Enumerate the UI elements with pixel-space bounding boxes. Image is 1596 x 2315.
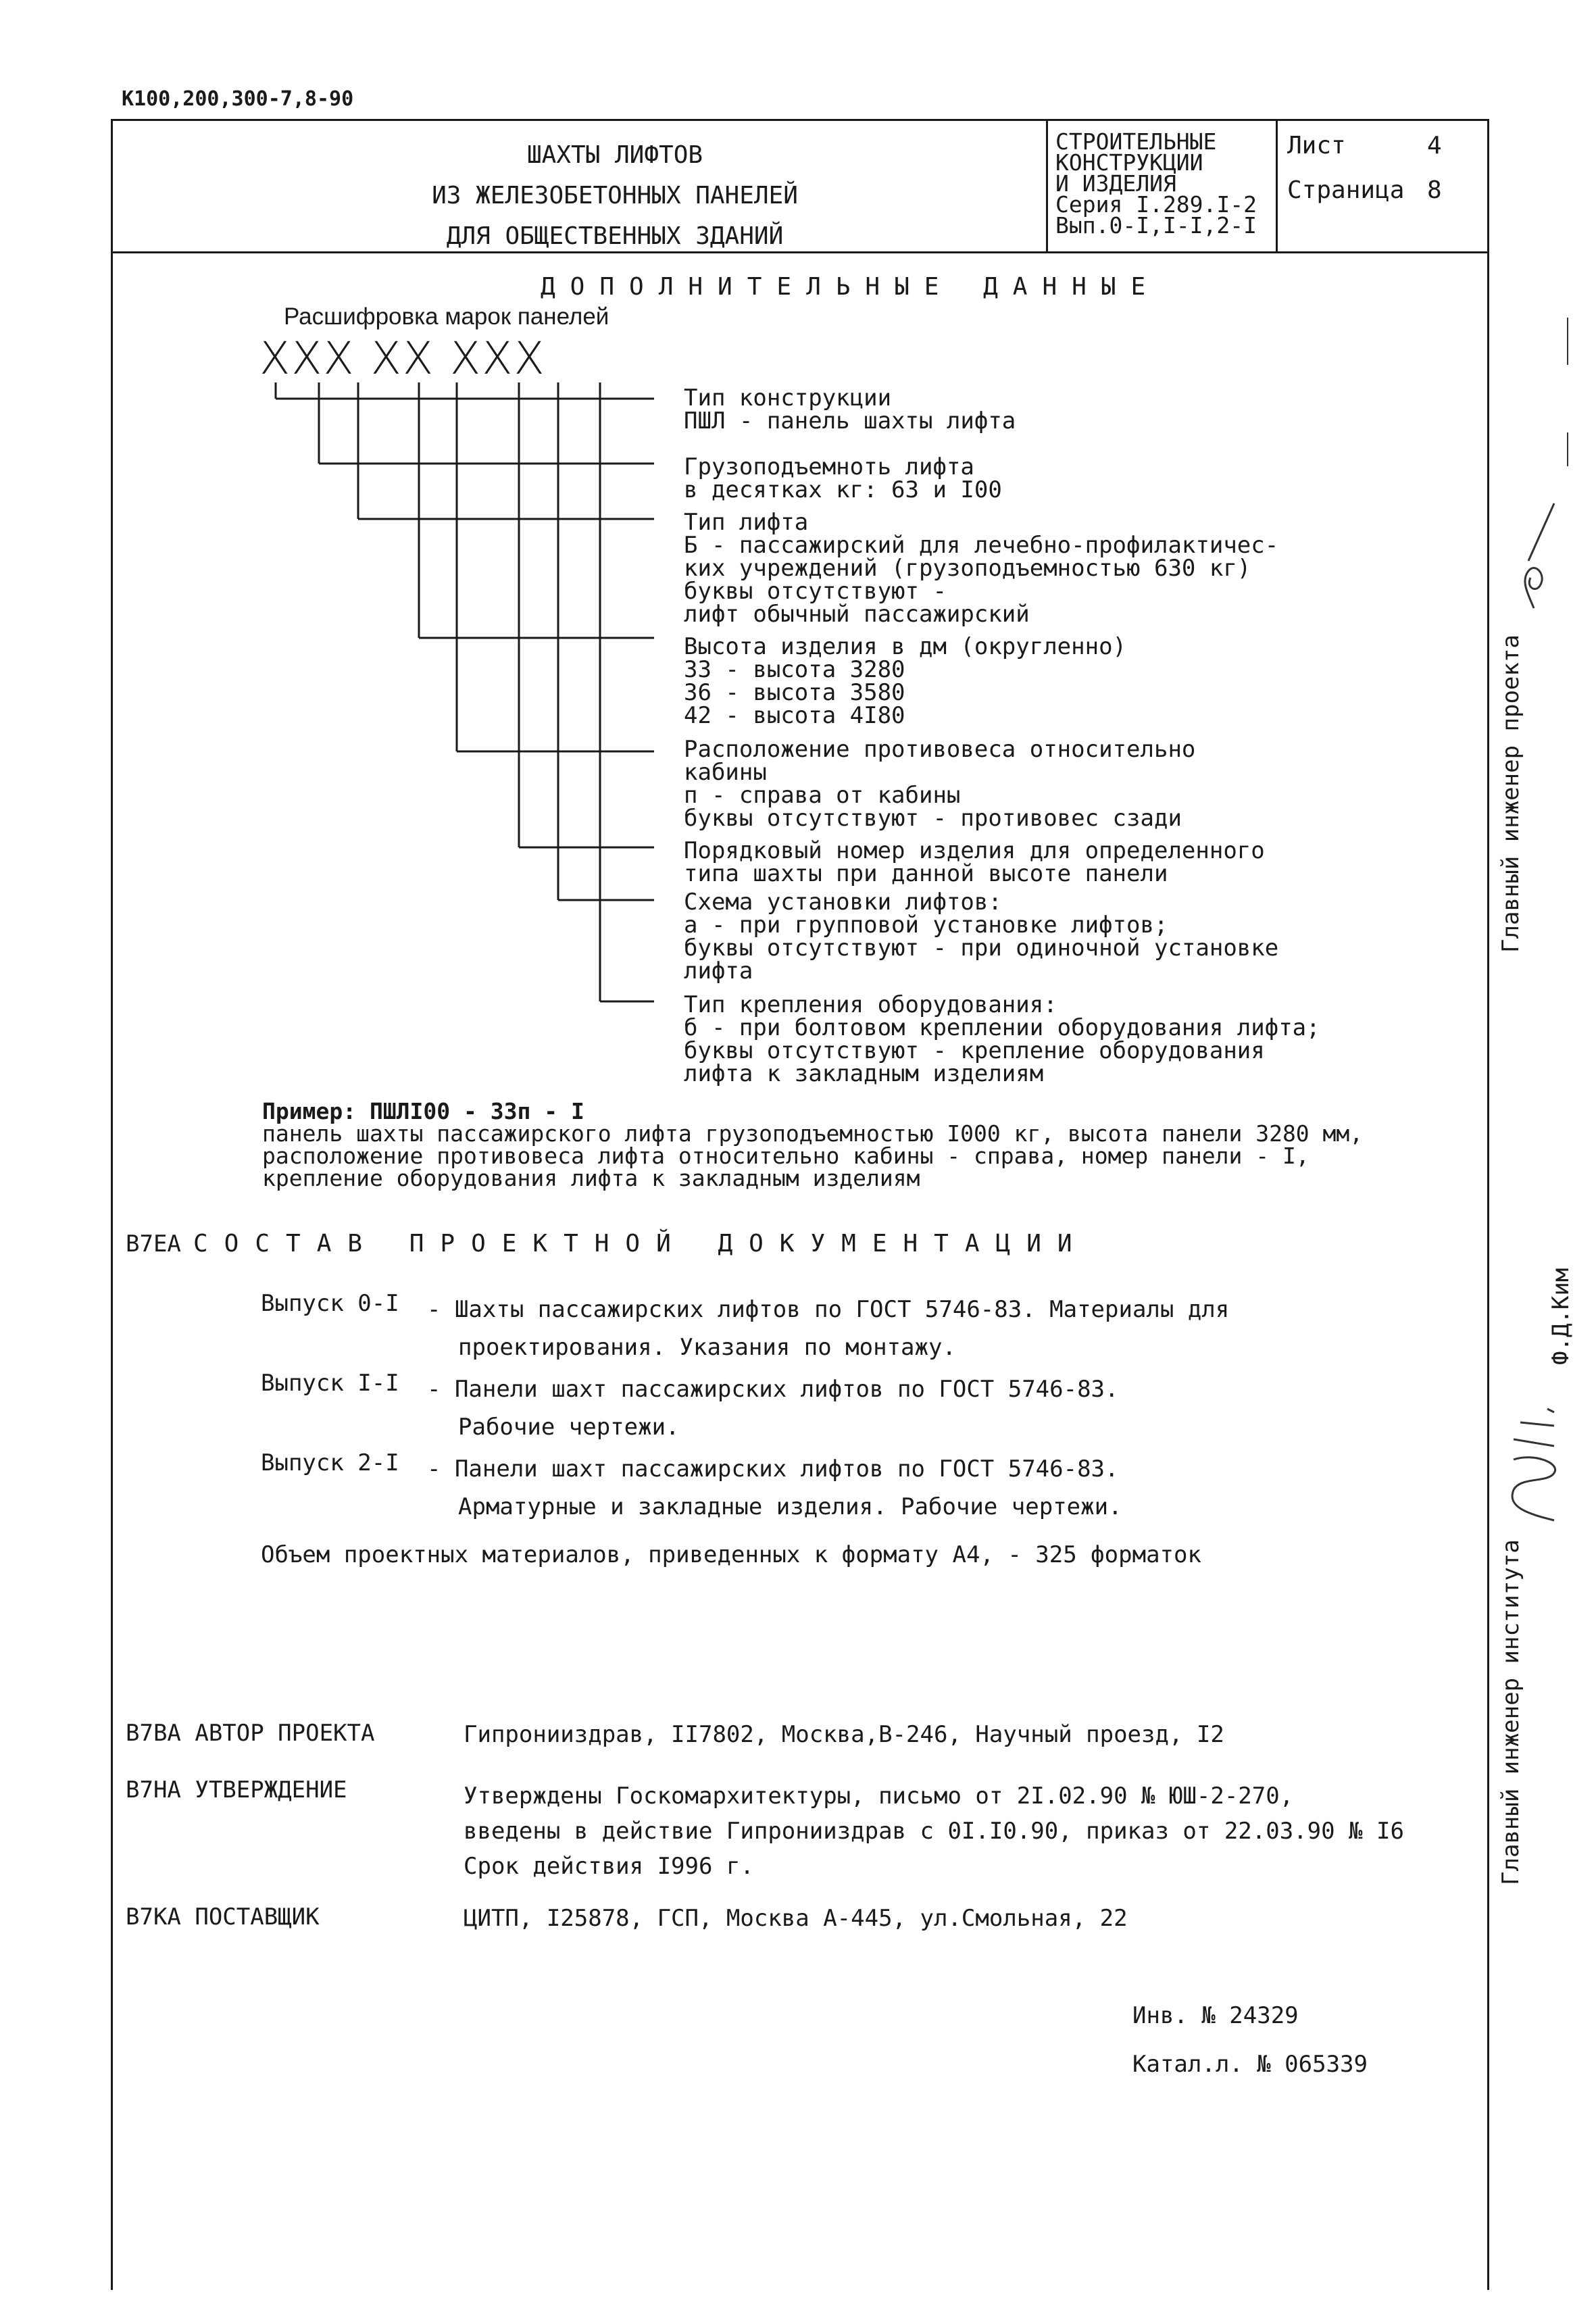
series-line-2: КОНСТРУКЦИИ bbox=[1055, 149, 1203, 176]
decode-item-5-line-1: Расположение противовеса относительно bbox=[684, 736, 1196, 763]
example-line-2: панель шахты пассажирского лифта грузоподъемностью I000 кг, высота панели 3280 мм, bbox=[262, 1120, 1364, 1147]
signature-project-engineer bbox=[1525, 503, 1554, 608]
chief-project-engineer-label: Главный инженер проекта bbox=[1497, 634, 1524, 953]
decode-item-6-line-2: типа шахты при данной высоте панели bbox=[684, 860, 1168, 887]
approval-line-2: введены в действие Гипронииздрав с 0I.I0.90, приказ от 22.03.90 № I6 bbox=[464, 1818, 1404, 1845]
approval-line-3: Срок действия I996 г. bbox=[464, 1853, 754, 1880]
issue-0-line-2: проектирования. Указания по монтажу. bbox=[458, 1334, 956, 1361]
decode-item-5-line-2: кабины bbox=[684, 759, 767, 786]
document-code: К100,200,300-7,8-90 bbox=[122, 87, 354, 111]
decode-item-7-line-4: лифта bbox=[684, 957, 753, 985]
author-label: В7ВА АВТОР ПРОЕКТА bbox=[126, 1720, 375, 1747]
catalog-number: Катал.л. № 065339 bbox=[1132, 2051, 1368, 2078]
decode-item-1-line-1: Тип конструкции bbox=[684, 384, 892, 412]
example-line-4: крепление оборудования лифта к закладным изделиям bbox=[262, 1165, 920, 1191]
issue-2-line-1: - Панели шахт пассажирских лифтов по ГОСТ 5746-83. bbox=[427, 1455, 1119, 1483]
issue-0-line-1: - Шахты пассажирских лифтов по ГОСТ 5746-83. Материалы для bbox=[427, 1296, 1230, 1323]
decode-item-7-line-1: Схема установки лифтов: bbox=[684, 889, 1002, 916]
issue-1-label: Выпуск I-I bbox=[261, 1370, 399, 1397]
series-line-3: И ИЗДЕЛИЯ bbox=[1055, 170, 1176, 197]
series-line-5: Вып.0-I,I-I,2-I bbox=[1055, 212, 1257, 239]
decode-item-7-line-2: а - при групповой установке лифтов; bbox=[684, 912, 1168, 939]
chief-institute-engineer-label: Главный инженер института bbox=[1497, 1539, 1524, 1885]
sheet-value: 4 bbox=[1427, 132, 1442, 159]
decode-item-3-line-3: ких учреждений (грузоподъемностью 630 кг) bbox=[684, 555, 1251, 582]
decode-item-4-line-1: Высота изделия в дм (округленно) bbox=[684, 633, 1127, 660]
issue-1-line-2: Рабочие чертежи. bbox=[458, 1414, 680, 1441]
decode-item-2-line-2: в десятках кг: 63 и I00 bbox=[684, 476, 1002, 503]
sheet-label: Лист bbox=[1287, 132, 1346, 159]
page-label: Страница bbox=[1287, 176, 1405, 204]
approval-label: В7НА УТВЕРЖДЕНИЕ bbox=[126, 1776, 347, 1803]
decode-item-4-line-4: 42 - высота 4I80 bbox=[684, 702, 905, 729]
supplier-value: ЦИТП, I25878, ГСП, Москва А-445, ул.Смольная, 22 bbox=[464, 1905, 1128, 1932]
issue-2-line-2: Арматурные и закладные изделия. Рабочие чертежи. bbox=[458, 1493, 1122, 1520]
decode-item-4-line-3: 36 - высота 3580 bbox=[684, 679, 905, 706]
example-line-1: Пример: ПШЛI00 - 33п - I bbox=[262, 1098, 584, 1124]
decode-item-5-line-4: буквы отсутствуют - противовес сзади bbox=[684, 805, 1182, 832]
title-line-3: ДЛЯ ОБЩЕСТВЕННЫХ ЗДАНИЙ bbox=[446, 222, 784, 250]
decode-item-3-line-4: буквы отсутствуют - bbox=[684, 578, 947, 605]
decode-item-2-line-1: Грузоподъемноть лифта bbox=[684, 453, 974, 480]
decode-item-8-line-1: Тип крепления оборудования: bbox=[684, 991, 1057, 1018]
page-value: 8 bbox=[1427, 176, 1442, 204]
chief-institute-engineer-name: Ф.Д.Ким bbox=[1547, 1268, 1574, 1365]
series-line-4: Серия I.289.I-2 bbox=[1055, 191, 1257, 218]
approval-line-1: Утверждены Госкомархитектуры, письмо от 2I.02.90 № ЮШ-2-270, bbox=[464, 1783, 1294, 1810]
decode-item-3-line-5: лифт обычный пассажирский bbox=[684, 601, 1030, 628]
issue-2-label: Выпуск 2-I bbox=[261, 1449, 399, 1476]
decode-item-7-line-3: буквы отсутствуют - при одиночной установке bbox=[684, 935, 1279, 962]
decode-item-6-line-1: Порядковый номер изделия для определенного bbox=[684, 837, 1265, 864]
series-line-1: СТРОИТЕЛЬНЫЕ bbox=[1055, 128, 1217, 155]
decode-item-5-line-3: п - справа от кабины bbox=[684, 782, 961, 809]
author-value: Гипронииздрав, II7802, Москва,В-246, Научный проезд, I2 bbox=[464, 1721, 1224, 1748]
decode-item-8-line-3: буквы отсутствуют - крепление оборудования bbox=[684, 1037, 1265, 1064]
example-line-3: расположение противовеса лифта относительно кабины - справа, номер панели - I, bbox=[262, 1143, 1310, 1169]
decode-item-3-line-1: Тип лифта bbox=[684, 509, 809, 536]
decode-item-3-line-2: Б - пассажирский для лечебно-профилактичес- bbox=[684, 532, 1279, 559]
decode-item-8-line-2: б - при болтовом креплении оборудования лифта; bbox=[684, 1014, 1320, 1041]
supplier-label: В7КА ПОСТАВЩИК bbox=[126, 1903, 320, 1931]
composition-heading: СОСТАВ ПРОЕКТНОЙ ДОКУМЕНТАЦИИ bbox=[193, 1230, 1089, 1258]
decode-item-1-line-2: ПШЛ - панель шахты лифта bbox=[684, 407, 1016, 434]
title-line-2: ИЗ ЖЕЛЕЗОБЕТОННЫХ ПАНЕЛЕЙ bbox=[432, 182, 798, 209]
panel-marks: ХХХ ХХ ХХХ bbox=[259, 332, 546, 384]
title-line-1: ШАХТЫ ЛИФТОВ bbox=[526, 141, 703, 169]
decode-item-8-line-4: лифта к закладным изделиям bbox=[684, 1060, 1044, 1087]
additional-heading: ДОПОЛНИТЕЛЬНЫЕ ДАННЫЕ bbox=[541, 273, 1161, 301]
decode-item-4-line-2: 33 - высота 3280 bbox=[684, 656, 905, 683]
issue-1-line-1: - Панели шахт пассажирских лифтов по ГОСТ 5746-83. bbox=[427, 1376, 1119, 1403]
composition-code: В7ЕА bbox=[126, 1230, 181, 1258]
inventory-number: Инв. № 24329 bbox=[1132, 2002, 1299, 2029]
decode-title: Расшифровка марок панелей bbox=[284, 303, 609, 330]
signature-institute-engineer bbox=[1512, 1409, 1555, 1520]
issue-0-label: Выпуск 0-I bbox=[261, 1290, 399, 1317]
volume-text: Объем проектных материалов, приведенных к формату А4, - 325 форматок bbox=[261, 1541, 1201, 1568]
